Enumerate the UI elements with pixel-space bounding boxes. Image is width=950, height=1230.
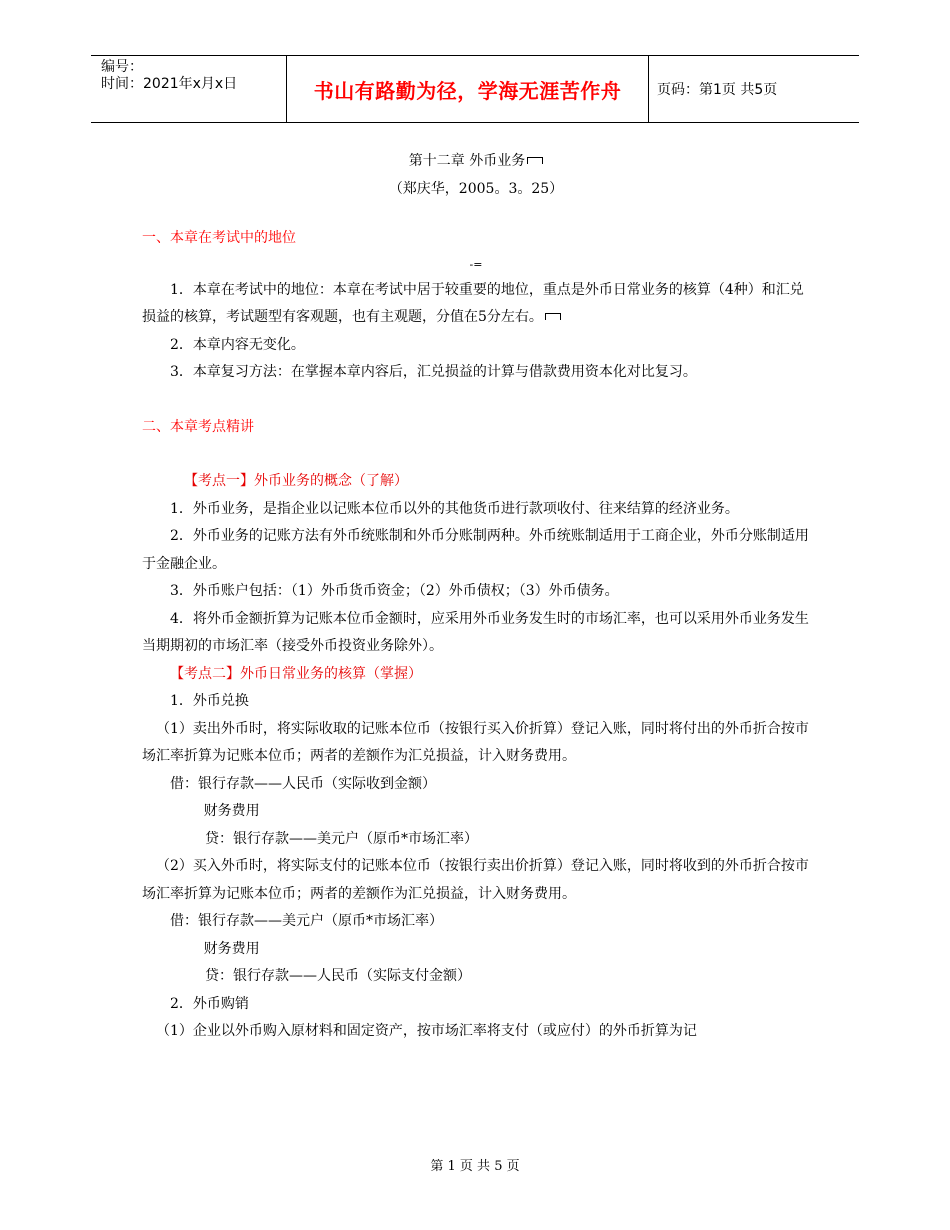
page-info: 页码：第1页 共5页 [657,82,778,98]
journal-entry: 财务费用 [203,803,260,819]
journal-entry: 财务费用 [203,940,260,957]
paragraph: 3．外币账户包括：（1）外币货币资金；（2）外币债权；（3）外币债务。 [170,583,619,599]
bracket-mark-icon [545,313,561,320]
paragraph: 2．外币购销 [170,995,249,1012]
header-table [91,55,859,123]
paragraph: （2）买入外币时，将实际支付的记账本位币（按银行卖出价折算）登记入账，同时将收到的外币折合按市场汇率折算为记账本位币；两者的差额作为汇兑损益，计入财务费用。 [142,858,809,902]
paragraph: 2．本章内容无变化。 [170,336,305,353]
time-label: 时间：2021年x月x日 [101,76,238,92]
journal-entry: 借：银行存款——人民币（实际收到金额） [170,775,436,792]
kp1-title: 【考点一】外币业务的概念（了解） [184,473,408,489]
journal-entry: 贷：银行存款——美元户（原币*市场汇率） [205,830,478,847]
small-mark: -= [469,257,483,271]
bracket-mark-icon [527,157,543,164]
kp2-title: 【考点二】外币日常业务的核算（掌握） [170,665,422,682]
document-body [142,148,810,1046]
motto: 书山有路勤为径，学海无涯苦作舟 [286,56,649,122]
code-label: 编号： [101,59,143,75]
section-heading-2: 二、本章考点精讲 [142,418,254,435]
paragraph: 3．本章复习方法：在掌握本章内容后，汇兑损益的计算与借款费用资本化对比复习。 [170,364,697,380]
paragraph: 2．外币业务的记账方法有外币统账制和外币分账制两种。外币统账制适用于工商企业，外币分账制适用于金融企业。 [142,528,809,572]
header-left-cell [91,56,286,122]
section-heading-1: 一、本章在考试中的地位 [142,230,296,246]
paragraph: 1．外币业务，是指企业以记账本位币以外的其他货币进行款项收付、往来结算的经济业务。 [170,500,739,517]
journal-entry: 借：银行存款——美元户（原币*市场汇率） [170,913,443,929]
author-line: （郑庆华，2005。3。25） [388,180,564,197]
paragraph: （1）卖出外币时，将实际收取的记账本位币（按银行买入价折算）登记入账，同时将付出的外币折合按市场汇率折算为记账本位币；两者的差额作为汇兑损益，计入财务费用。 [142,720,809,764]
paragraph: （1）企业以外币购入原材料和固定资产，按市场汇率将支付（或应付）的外币折算为记 [156,1023,697,1039]
paragraph: 1．外币兑换 [170,693,249,709]
paragraph: 4．将外币金额折算为记账本位币金额时，应采用外币业务发生时的市场汇率，也可以采用外币业务发生当期期初的市场汇率（接受外币投资业务除外）。 [142,610,809,654]
chapter-title: 第十二章 外币业务 [142,148,810,176]
paragraph: 1．本章在考试中的地位：本章在考试中居于较重要的地位，重点是外币日常业务的核算（4种）和汇兑损益的核算，考试题型有客观题，也有主观题，分值在5分左右。 [142,281,804,325]
journal-entry: 贷：银行存款——人民币（实际支付金额） [205,968,471,984]
page-footer: 第 1 页 共 5 页 [430,1159,520,1174]
